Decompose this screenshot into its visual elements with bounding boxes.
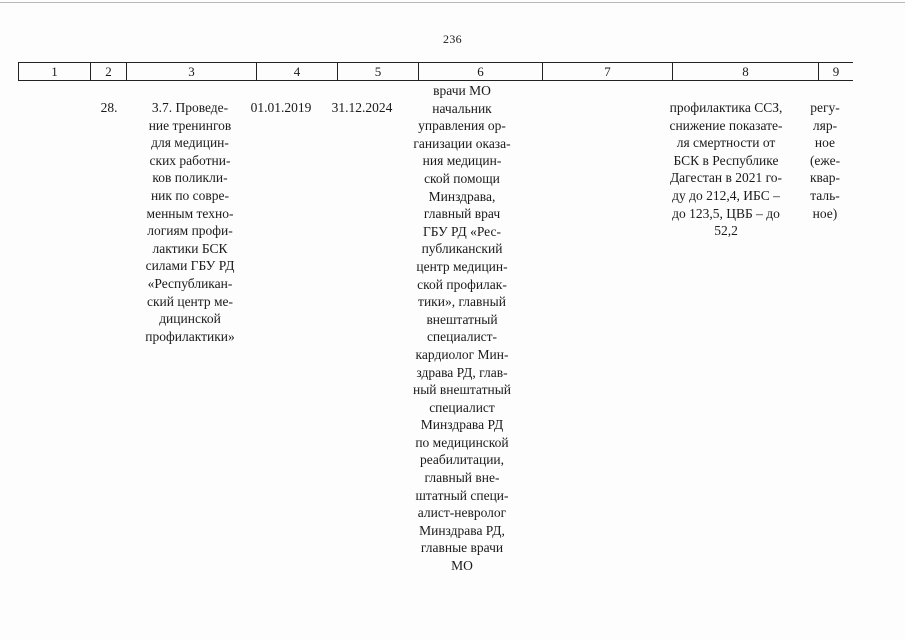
responsible-line: управления ор- xyxy=(418,118,506,134)
header-col-3: 3 xyxy=(127,63,257,80)
responsible-line: публиканский xyxy=(421,241,503,257)
responsible-line: ганизации оказа- xyxy=(413,135,511,151)
page-number: 236 xyxy=(443,32,462,46)
responsible-line: МО xyxy=(451,558,473,574)
header-col-2: 2 xyxy=(91,63,127,80)
result-cell xyxy=(653,99,799,240)
frequency-line: ное) xyxy=(812,205,838,221)
result-line: до 123,5, ЦВБ – до xyxy=(672,205,780,221)
activity-line: дицинской xyxy=(159,311,221,327)
activity-line: для медицин- xyxy=(151,135,229,151)
result-line: 52,2 xyxy=(714,223,738,239)
frequency-cell xyxy=(800,99,850,222)
activity-line: профилактики» xyxy=(145,328,235,344)
header-col-6: 6 xyxy=(419,63,543,80)
responsible-line: начальник xyxy=(432,100,492,116)
activity-line: ние тренингов xyxy=(148,117,232,133)
responsible-line: специалист- xyxy=(426,329,498,345)
responsible-line: реабилитации, xyxy=(419,452,505,468)
result-line: профилактика ССЗ, xyxy=(669,100,783,115)
responsible-line: кардиолог Мин- xyxy=(415,346,509,362)
responsible-line: по медицинской xyxy=(415,434,509,450)
frequency-line: (еже- xyxy=(809,152,841,168)
responsible-line: алист-невролог xyxy=(417,505,507,521)
scan-edge-line xyxy=(0,2,905,3)
activity-line: лактики БСК xyxy=(152,240,228,256)
responsible-line: специалист xyxy=(429,399,495,415)
responsible-line: внештатный xyxy=(426,311,498,327)
frequency-line: квар- xyxy=(810,170,840,186)
activity-line: «Республикан- xyxy=(147,275,233,291)
responsible-line: тики», главный xyxy=(418,294,506,310)
responsible-line: ской профилак- xyxy=(417,276,507,292)
responsible-line: Минздрава, xyxy=(428,188,496,204)
activity-line: 3.7. Проведе- xyxy=(151,100,229,115)
frequency-line: регу- xyxy=(810,100,840,115)
activity-line: логиям профи- xyxy=(147,223,233,239)
end-date: 31.12.2024 xyxy=(331,100,393,115)
result-line: Дагестан в 2021 го- xyxy=(669,170,783,186)
result-line: ду до 212,4, ИБС – xyxy=(672,187,780,203)
responsible-cell xyxy=(402,82,522,575)
header-col-7: 7 xyxy=(543,63,673,80)
responsible-line: Минздрава РД xyxy=(420,417,504,433)
table-header-row xyxy=(18,62,853,81)
activity-line: ский центр ме- xyxy=(146,293,234,309)
header-col-1: 1 xyxy=(19,63,91,80)
frequency-line: ляр- xyxy=(812,117,838,133)
responsible-line: ГБУ РД «Рес- xyxy=(423,223,501,239)
frequency-line: таль- xyxy=(810,187,840,203)
header-col-8: 8 xyxy=(673,63,819,80)
start-date: 01.01.2019 xyxy=(250,100,312,115)
activity-cell xyxy=(126,99,254,345)
responsible-line: ный внештатный xyxy=(412,382,511,398)
responsible-line: главные врачи xyxy=(420,540,504,556)
responsible-line: ской помощи xyxy=(424,170,500,186)
activity-line: силами ГБУ РД xyxy=(145,258,235,274)
result-line: ля смертности от xyxy=(676,135,776,151)
responsible-line: главный вне- xyxy=(424,470,500,486)
frequency-line: ное xyxy=(814,135,836,151)
row-number: 28. xyxy=(100,100,118,115)
responsible-line: главный врач xyxy=(423,206,501,222)
responsible-line: центр медицин- xyxy=(416,258,508,274)
responsible-line: штатный специ- xyxy=(415,487,509,503)
responsible-line: здрава РД, глав- xyxy=(416,364,508,380)
header-col-4: 4 xyxy=(257,63,338,80)
activity-line: менным техно- xyxy=(146,205,234,221)
activity-line: ник по совре- xyxy=(150,187,230,203)
header-col-5: 5 xyxy=(338,63,419,80)
activity-line: ских работни- xyxy=(149,152,231,168)
header-col-9: 9 xyxy=(832,64,840,79)
result-line: БСК в Республике xyxy=(673,152,779,168)
responsible-line: Минздрава РД, xyxy=(419,522,505,538)
responsible-line: врачи МО xyxy=(433,83,491,98)
result-line: снижение показате- xyxy=(669,117,783,133)
activity-line: ков поликли- xyxy=(152,170,228,186)
responsible-line: ния медицин- xyxy=(422,153,502,169)
